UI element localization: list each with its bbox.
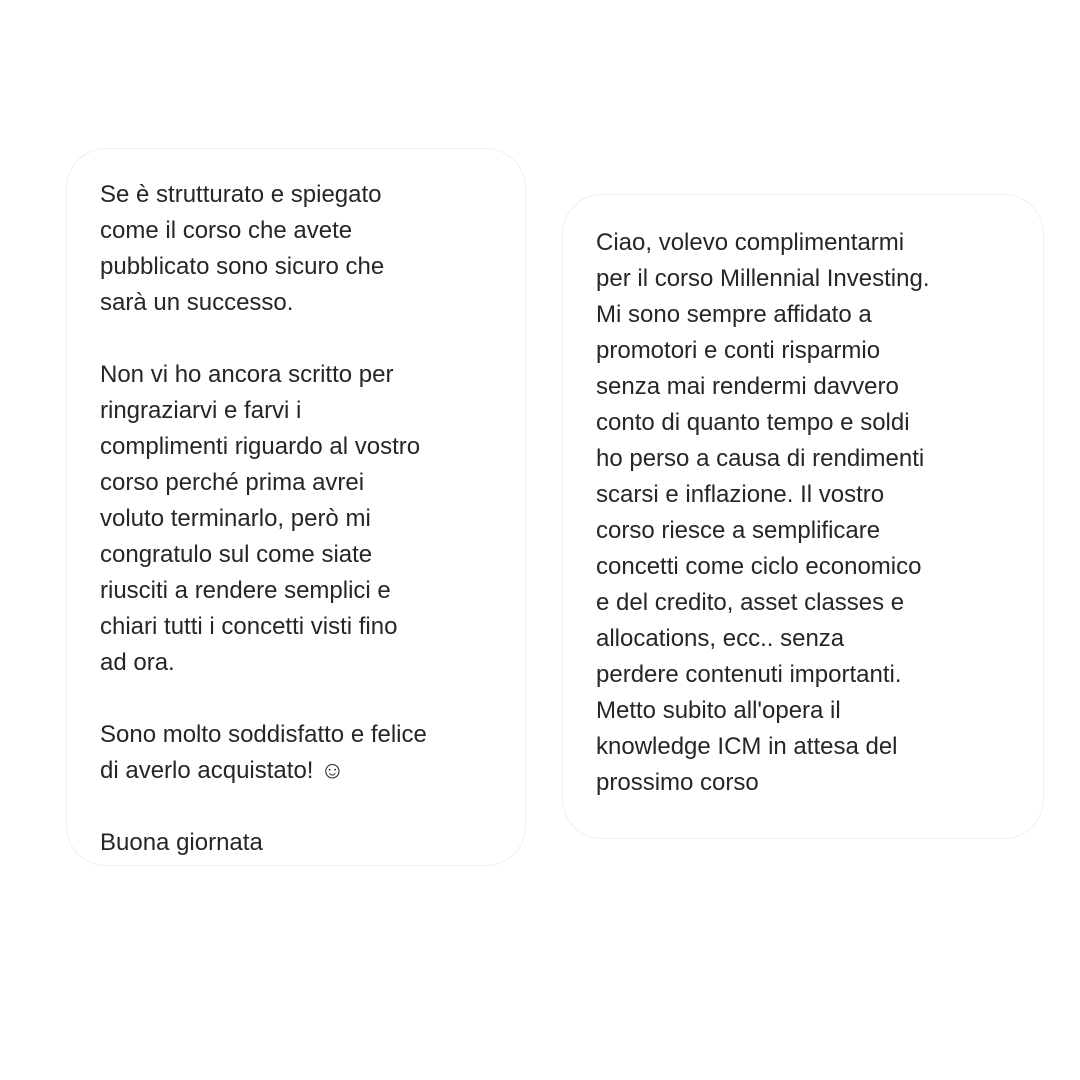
message-paragraph: Non vi ho ancora scritto per ringraziarvi e farvi i complimenti riguardo al vostro corso perché prima avrei voluto terminarlo, però mi congratulo sul come siate riusciti a rendere semplici e chiari tutti i concetti visti fino ad ora. xyxy=(100,361,421,676)
message-bubble-right xyxy=(562,194,1044,839)
message-paragraph: Ciao, volevo complimentarmi per il corso Millennial Investing. Mi sono sempre affidato a promotori e conti risparmio senza mai rendermi davvero conto di quanto tempo e soldi ho perso a causa di rendimenti scarsi e inflazione. Il vostro corso riesce a semplificare concetti come ciclo economico e del credito, asset classes e allocations, ecc.. senza perdere contenuti importanti. Metto subito all'opera il knowledge ICM in attesa del prossimo corso xyxy=(596,229,930,796)
message-paragraph: Se è strutturato e spiegato come il corso che avete pubblicato sono sicuro che sarà un successo. xyxy=(100,181,385,316)
message-paragraph: Sono molto soddisfatto e felice di averlo acquistato! ☺ xyxy=(100,721,427,784)
message-bubble-left xyxy=(66,148,526,866)
message-paragraph: Buona giornata xyxy=(100,829,263,856)
